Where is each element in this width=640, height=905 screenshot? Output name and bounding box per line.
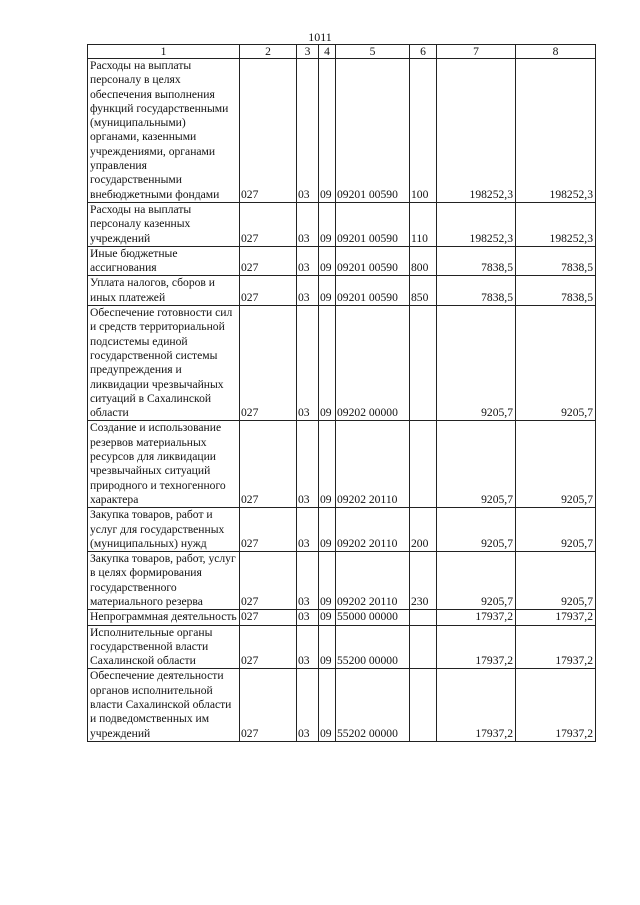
subsection-code-cell: 09 (319, 246, 336, 276)
row-name-cell: Закупка товаров, работ и услуг для государственных (муниципальных) нужд (88, 508, 240, 552)
table-row (88, 276, 596, 306)
target-article-cell: 55200 00000 (336, 625, 410, 669)
expense-type-cell (410, 610, 437, 625)
amount-total-cell: 17937,2 (516, 610, 596, 625)
ministry-code-cell: 027 (240, 59, 297, 203)
amount-total-cell: 198252,3 (516, 202, 596, 246)
amount-total-cell: 17937,2 (516, 625, 596, 669)
expense-type-cell: 800 (410, 246, 437, 276)
subsection-code-cell: 09 (319, 202, 336, 246)
column-header: 8 (516, 45, 596, 59)
table-row (88, 421, 596, 508)
subsection-code-cell: 09 (319, 508, 336, 552)
row-name-cell: Расходы на выплаты персоналу в целях обеспечения выполнения функций государственными (муниципальными) органами, казенными учреждениями, органами управления государственными внебюджетными фондами (88, 59, 240, 203)
row-name-cell: Непрограммная деятельность (88, 610, 240, 625)
target-article-cell: 55202 00000 (336, 669, 410, 741)
amount-cell: 17937,2 (437, 625, 516, 669)
section-code-cell: 03 (297, 306, 319, 421)
amount-cell: 198252,3 (437, 202, 516, 246)
amount-total-cell: 9205,7 (516, 552, 596, 610)
expense-type-cell (410, 669, 437, 741)
expense-type-cell: 200 (410, 508, 437, 552)
row-name-cell: Расходы на выплаты персоналу казенных учреждений (88, 202, 240, 246)
amount-cell: 17937,2 (437, 610, 516, 625)
column-header: 3 (297, 45, 319, 59)
row-name-cell: Исполнительные органы государственной власти Сахалинской области (88, 625, 240, 669)
table-row (88, 246, 596, 276)
ministry-code-cell: 027 (240, 202, 297, 246)
section-code-cell: 03 (297, 276, 319, 306)
subsection-code-cell: 09 (319, 306, 336, 421)
target-article-cell: 09201 00590 (336, 246, 410, 276)
column-header: 5 (336, 45, 410, 59)
subsection-code-cell: 09 (319, 421, 336, 508)
section-code-cell: 03 (297, 59, 319, 203)
subsection-code-cell: 09 (319, 625, 336, 669)
expense-type-cell: 100 (410, 59, 437, 203)
expense-type-cell: 110 (410, 202, 437, 246)
expense-type-cell: 850 (410, 276, 437, 306)
section-code-cell: 03 (297, 610, 319, 625)
amount-total-cell: 9205,7 (516, 421, 596, 508)
expense-type-cell (410, 421, 437, 508)
section-code-cell: 03 (297, 202, 319, 246)
table-row (88, 306, 596, 421)
section-code-cell: 03 (297, 552, 319, 610)
ministry-code-cell: 027 (240, 508, 297, 552)
amount-total-cell: 198252,3 (516, 59, 596, 203)
amount-cell: 7838,5 (437, 246, 516, 276)
section-code-cell: 03 (297, 669, 319, 741)
section-code-cell: 03 (297, 421, 319, 508)
target-article-cell: 09201 00590 (336, 276, 410, 306)
target-article-cell: 09202 20110 (336, 552, 410, 610)
amount-total-cell: 7838,5 (516, 276, 596, 306)
amount-cell: 17937,2 (437, 669, 516, 741)
ministry-code-cell: 027 (240, 669, 297, 741)
row-name-cell: Закупка товаров, работ, услуг в целях формирования государственного материального резерва (88, 552, 240, 610)
target-article-cell: 09202 20110 (336, 508, 410, 552)
column-header: 4 (319, 45, 336, 59)
target-article-cell: 09201 00590 (336, 202, 410, 246)
ministry-code-cell: 027 (240, 306, 297, 421)
row-name-cell: Иные бюджетные ассигнования (88, 246, 240, 276)
table-row (88, 508, 596, 552)
subsection-code-cell: 09 (319, 552, 336, 610)
amount-cell: 9205,7 (437, 508, 516, 552)
subsection-code-cell: 09 (319, 610, 336, 625)
target-article-cell: 09202 20110 (336, 421, 410, 508)
column-header: 2 (240, 45, 297, 59)
amount-cell: 9205,7 (437, 552, 516, 610)
ministry-code-cell: 027 (240, 421, 297, 508)
subsection-code-cell: 09 (319, 276, 336, 306)
row-name-cell: Обеспечение деятельности органов исполнительной власти Сахалинской области и подведомственных им учреждений (88, 669, 240, 741)
table-header-row (88, 45, 596, 59)
table-row (88, 552, 596, 610)
expense-type-cell: 230 (410, 552, 437, 610)
row-name-cell: Уплата налогов, сборов и иных платежей (88, 276, 240, 306)
amount-cell: 7838,5 (437, 276, 516, 306)
column-header: 6 (410, 45, 437, 59)
column-header: 7 (437, 45, 516, 59)
budget-table (87, 44, 596, 742)
amount-total-cell: 9205,7 (516, 306, 596, 421)
ministry-code-cell: 027 (240, 625, 297, 669)
target-article-cell: 09202 00000 (336, 306, 410, 421)
amount-total-cell: 7838,5 (516, 246, 596, 276)
ministry-code-cell: 027 (240, 552, 297, 610)
column-header: 1 (88, 45, 240, 59)
amount-cell: 198252,3 (437, 59, 516, 203)
amount-cell: 9205,7 (437, 306, 516, 421)
subsection-code-cell: 09 (319, 669, 336, 741)
target-article-cell: 09201 00590 (336, 59, 410, 203)
table-row (88, 202, 596, 246)
table-row (88, 625, 596, 669)
section-code-cell: 03 (297, 625, 319, 669)
row-name-cell: Создание и использование резервов материальных ресурсов для ликвидации чрезвычайных ситуаций природного и техногенного характера (88, 421, 240, 508)
amount-cell: 9205,7 (437, 421, 516, 508)
amount-total-cell: 17937,2 (516, 669, 596, 741)
amount-total-cell: 9205,7 (516, 508, 596, 552)
table-row (88, 669, 596, 741)
expense-type-cell (410, 306, 437, 421)
expense-type-cell (410, 625, 437, 669)
table-row (88, 610, 596, 625)
ministry-code-cell: 027 (240, 246, 297, 276)
subsection-code-cell: 09 (319, 59, 336, 203)
section-code-cell: 03 (297, 508, 319, 552)
page-number: 1011 (308, 30, 332, 44)
table-row (88, 59, 596, 203)
target-article-cell: 55000 00000 (336, 610, 410, 625)
ministry-code-cell: 027 (240, 276, 297, 306)
ministry-code-cell: 027 (240, 610, 297, 625)
section-code-cell: 03 (297, 246, 319, 276)
row-name-cell: Обеспечение готовности сил и средств территориальной подсистемы единой государственной системы предупреждения и ликвидации чрезвычайных ситуаций в Сахалинской области (88, 306, 240, 421)
